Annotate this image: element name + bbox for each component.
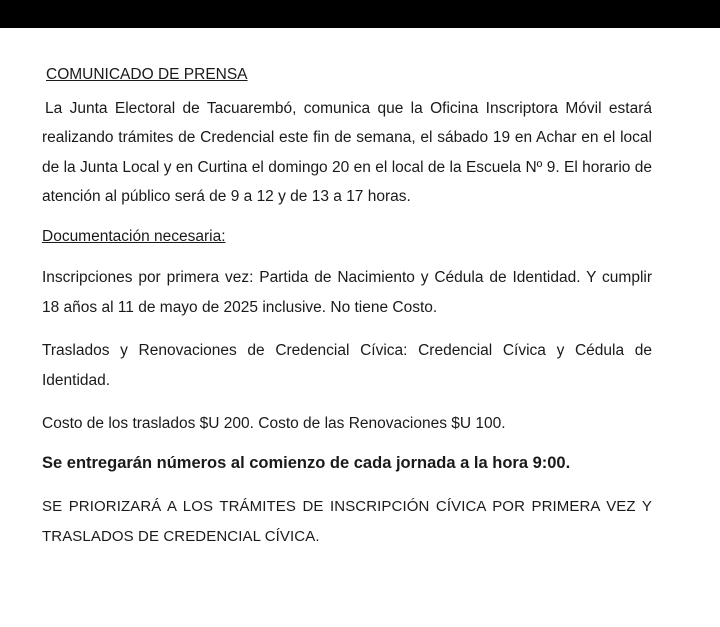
press-release-document (42, 60, 652, 551)
priority-notice: SE PRIORIZARÁ A LOS TRÁMITES DE INSCRIPCIÓN CÍVICA POR PRIMERA VEZ Y TRASLADOS DE CREDENCIAL CÍVICA. (42, 498, 652, 545)
top-black-bar (0, 0, 720, 28)
costs-paragraph: Costo de los traslados $U 200. Costo de las Renovaciones $U 100. (42, 415, 506, 432)
transfers-renewals-paragraph: Traslados y Renovaciones de Credencial Cívica: Credencial Cívica y Cédula de Identidad. (42, 342, 652, 389)
numbers-notice: Se entregarán números al comienzo de cada jornada a la hora 9:00. (42, 453, 571, 472)
document-title: COMUNICADO DE PRENSA (46, 66, 248, 83)
intro-paragraph: La Junta Electoral de Tacuarembó, comunica que la Oficina Inscriptora Móvil estará realizando trámites de Credencial este fin de semana, el sábado 19 en Achar en el local de la Junta Local y en Curtina el domingo 20 en el local de la Escuela Nº 9. El horario de atención al público será de 9 a 12 y de 13 a 17 horas. (42, 99, 652, 205)
documentation-heading: Documentación necesaria: (42, 227, 226, 245)
first-registration-paragraph: Inscripciones por primera vez: Partida de Nacimiento y Cédula de Identidad. Y cumplir 18 años al 11 de mayo de 2025 inclusive. No tiene Costo. (42, 269, 652, 316)
